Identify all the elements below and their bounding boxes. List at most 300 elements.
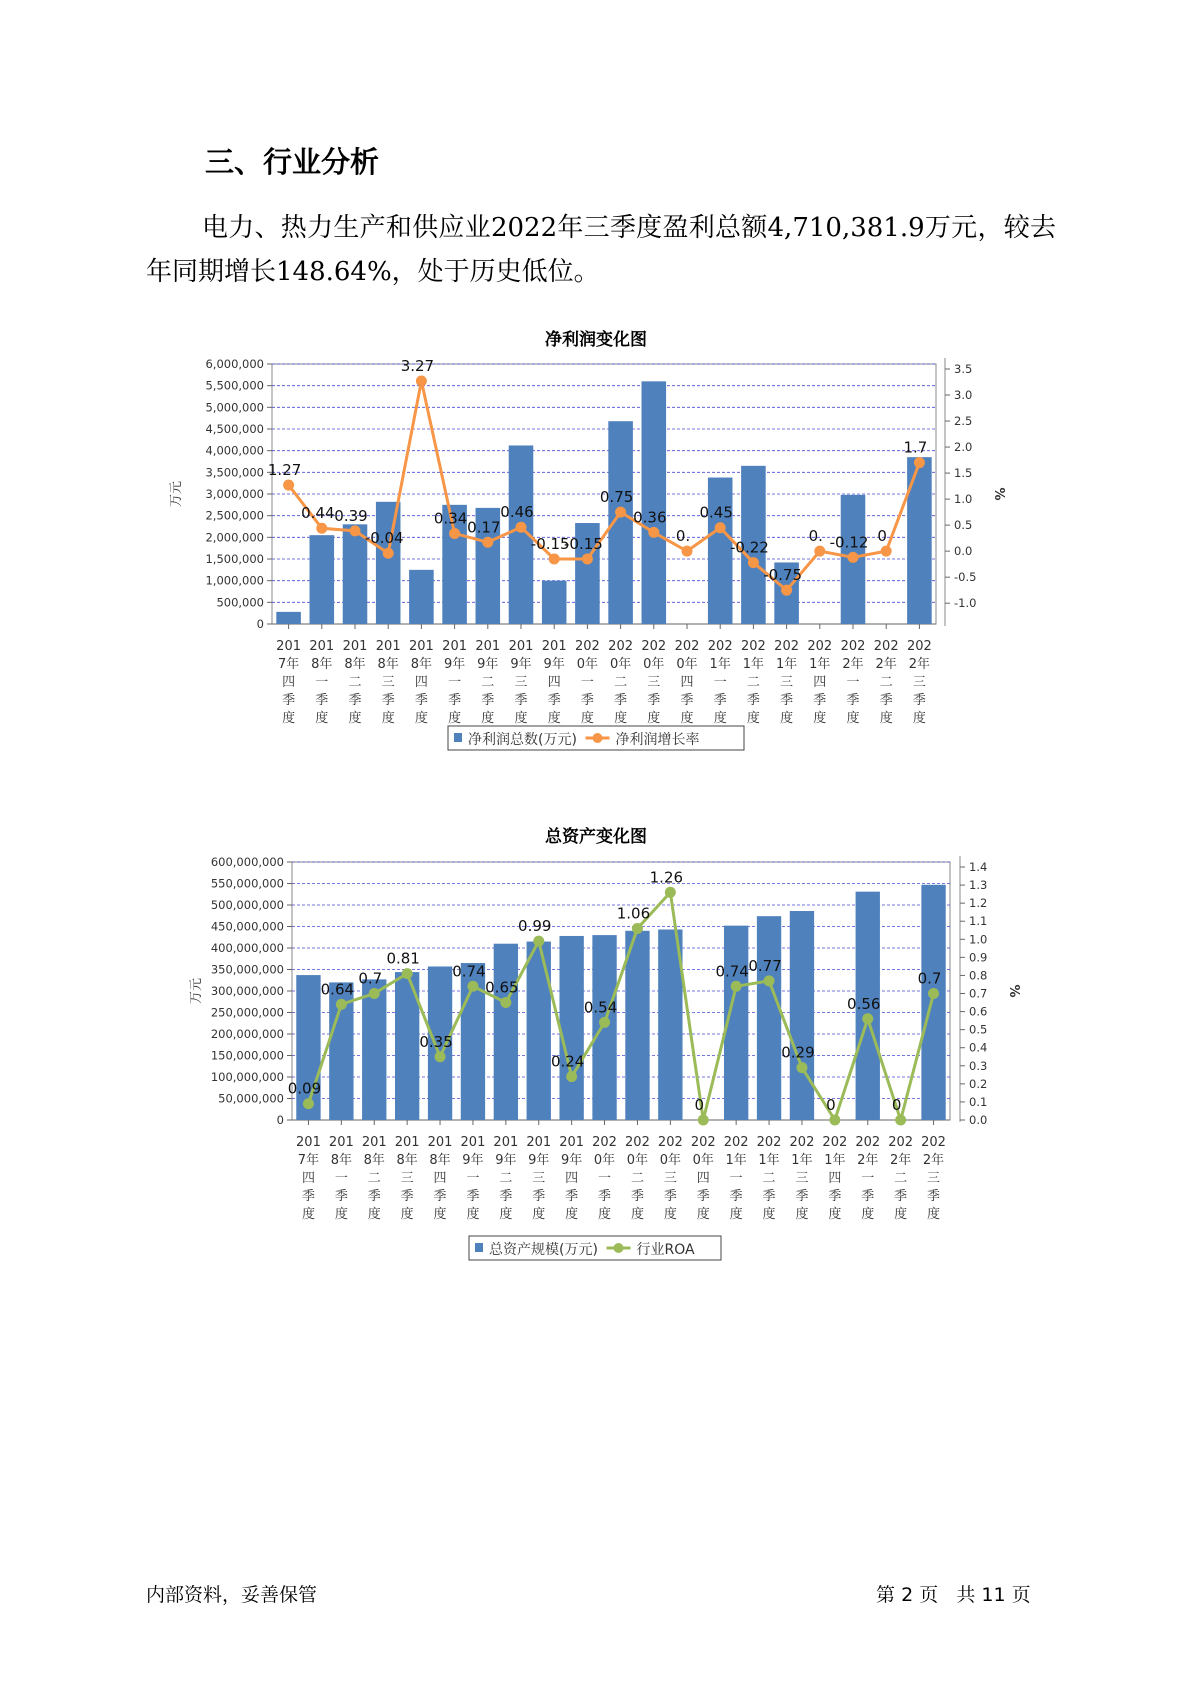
data-label: 0.39 <box>334 506 368 525</box>
x-tick-label: 度 <box>481 711 495 726</box>
bar <box>790 911 814 1120</box>
x-tick-label: 201 <box>375 639 401 654</box>
y-tick-label: 450,000,000 <box>210 919 284 934</box>
data-label: 1.7 <box>903 438 928 457</box>
x-tick-label: 1年 <box>709 657 731 672</box>
data-label: 0. <box>808 527 823 546</box>
data-label: 0.81 <box>386 949 420 968</box>
x-tick-label: 8年 <box>344 657 366 672</box>
x-tick-label: 季 <box>813 693 827 708</box>
data-label: 0 <box>891 1096 902 1114</box>
y2-tick-label: 0.2 <box>969 1076 988 1091</box>
legend <box>469 1236 721 1260</box>
x-tick-label: 二 <box>746 675 760 690</box>
line-point <box>764 975 775 986</box>
x-tick-label: 四 <box>696 1171 710 1186</box>
y2-tick-label: 1.0 <box>954 492 973 507</box>
x-tick-label: 度 <box>795 1207 809 1222</box>
data-label: 0 <box>877 527 887 546</box>
legend-label: 净利润总数(万元) <box>468 732 577 748</box>
data-label: 0.7 <box>917 969 942 988</box>
line-point <box>814 546 825 557</box>
x-tick-label: 季 <box>696 1189 710 1204</box>
y-tick-label: 1,500,000 <box>205 552 264 566</box>
x-tick-label: 度 <box>532 1207 546 1222</box>
x-tick-label: 0年 <box>626 1153 649 1168</box>
y-tick-label: 500,000 <box>216 595 264 610</box>
x-tick-label: 度 <box>828 1207 842 1222</box>
line-point <box>599 1017 610 1028</box>
x-tick-label: 二 <box>348 675 362 690</box>
line-point <box>848 552 859 563</box>
line-point <box>615 507 626 518</box>
x-tick-label: 四 <box>828 1171 842 1186</box>
x-tick-label: 一 <box>580 675 594 690</box>
bar <box>494 944 518 1120</box>
y-tick-label: 150,000,000 <box>210 1048 284 1063</box>
y2-tick-label: 1.1 <box>969 914 988 929</box>
y2-tick-label: 1.0 <box>969 932 988 947</box>
x-tick-label: 三 <box>532 1171 546 1186</box>
x-tick-label: 202 <box>756 1135 782 1150</box>
x-tick-label: 季 <box>879 693 893 708</box>
line-point <box>533 936 544 947</box>
x-tick-label: 201 <box>526 1135 552 1150</box>
bar <box>708 478 733 624</box>
x-tick-label: 度 <box>630 1207 644 1222</box>
legend <box>448 726 744 750</box>
page-label-3: 共 <box>956 1584 976 1606</box>
x-tick-label: 8年 <box>363 1153 385 1168</box>
x-tick-label: 202 <box>921 1135 946 1150</box>
x-tick-label: 201 <box>361 1135 387 1150</box>
data-label: 0.44 <box>301 504 335 523</box>
data-label: 1.27 <box>267 461 302 480</box>
x-tick-label: 2年 <box>875 657 897 672</box>
x-tick-label: 一 <box>861 1171 875 1186</box>
x-tick-label: 8年 <box>330 1153 352 1168</box>
x-tick-label: 三 <box>795 1171 809 1186</box>
line-point <box>914 457 925 468</box>
x-tick-label: 9年 <box>443 657 466 672</box>
x-tick-label: 度 <box>780 711 794 726</box>
bar <box>527 942 551 1120</box>
line-point <box>500 997 511 1008</box>
x-tick-label: 度 <box>547 711 561 726</box>
x-tick-label: 季 <box>647 693 661 708</box>
x-tick-label: 度 <box>381 711 395 726</box>
line-point <box>582 553 593 564</box>
x-tick-label: 四 <box>433 1171 447 1186</box>
y2-tick-label: 0.6 <box>969 1004 988 1019</box>
x-tick-label: 三 <box>400 1171 414 1186</box>
x-tick-label: 201 <box>342 639 368 654</box>
line-point <box>895 1115 906 1126</box>
summary-paragraph: 电力、热力生产和供应业2022年三季度盈利总额4,710,381.9万元，较去年同期增长148.64%，处于历史低位。 <box>146 213 1056 287</box>
data-label: 0.7 <box>358 969 383 988</box>
y-tick-label: 250,000,000 <box>210 1005 284 1020</box>
x-tick-label: 202 <box>707 639 733 654</box>
x-tick-label: 202 <box>789 1135 815 1150</box>
line-point <box>715 522 726 533</box>
x-tick-label: 四 <box>282 675 296 690</box>
x-tick-label: 1年 <box>809 657 831 672</box>
x-tick-label: 季 <box>499 1189 513 1204</box>
x-tick-label: 季 <box>481 693 495 708</box>
page-total: 11 <box>981 1584 1006 1606</box>
x-tick-label: 二 <box>879 675 893 690</box>
line-point <box>665 887 676 898</box>
line-point <box>416 375 427 386</box>
x-tick-label: 202 <box>807 639 833 654</box>
x-tick-label: 一 <box>598 1171 612 1186</box>
x-tick-label: 季 <box>746 693 760 708</box>
x-tick-label: 季 <box>762 1189 776 1204</box>
x-tick-label: 201 <box>475 639 501 654</box>
x-tick-label: 四 <box>414 675 428 690</box>
data-label: 0.29 <box>781 1043 815 1062</box>
y2-tick-label: 3.0 <box>954 388 973 403</box>
x-tick-label: 202 <box>822 1135 848 1150</box>
x-tick-label: 二 <box>762 1171 776 1186</box>
x-tick-label: 1年 <box>775 657 798 672</box>
y2-tick-label: 0.3 <box>969 1058 988 1073</box>
bar <box>376 502 401 624</box>
data-label: 0 <box>694 1096 705 1114</box>
page-current: 2 <box>901 1584 914 1606</box>
x-tick-label: 二 <box>499 1171 513 1186</box>
data-label: 0.09 <box>287 1079 322 1098</box>
x-tick-label: 0年 <box>676 657 698 672</box>
chart-2-title: 总资产变化图 <box>545 827 647 847</box>
y-tick-label: 600,000,000 <box>210 855 284 869</box>
data-label: -0.22 <box>729 538 769 557</box>
line-point <box>632 923 643 934</box>
x-tick-label: 201 <box>394 1135 420 1150</box>
x-tick-label: 度 <box>846 711 860 726</box>
line-point <box>781 585 792 596</box>
x-tick-label: 度 <box>414 711 428 726</box>
line-point <box>748 557 759 568</box>
data-label: 0.75 <box>599 488 634 507</box>
x-tick-label: 度 <box>696 1207 710 1222</box>
x-tick-label: 季 <box>448 693 462 708</box>
x-tick-label: 0年 <box>593 1153 616 1168</box>
line-point <box>482 537 493 548</box>
x-tick-label: 季 <box>282 693 296 708</box>
line-point <box>435 1051 446 1062</box>
line-point <box>303 1098 314 1109</box>
x-tick-label: 度 <box>367 1207 381 1222</box>
x-tick-label: 度 <box>729 1207 743 1222</box>
x-tick-label: 9年 <box>528 1153 550 1168</box>
x-tick-label: 201 <box>408 639 434 654</box>
x-tick-label: 2年 <box>857 1153 879 1168</box>
x-tick-label: 度 <box>348 711 362 726</box>
data-label: 1.06 <box>616 904 651 923</box>
x-tick-label: 0年 <box>643 657 665 672</box>
y2-tick-label: 0.5 <box>969 1022 988 1037</box>
x-tick-label: 度 <box>861 1207 875 1222</box>
y-tick-label: 3,500,000 <box>205 465 264 480</box>
legend-label: 总资产规模(万元) <box>489 1242 598 1258</box>
y2-tick-label: 0.0 <box>954 544 973 559</box>
x-tick-label: 0年 <box>576 657 599 672</box>
data-label: -0.15 <box>530 534 570 553</box>
x-tick-label: 季 <box>630 1189 644 1204</box>
x-tick-label: 201 <box>460 1135 486 1150</box>
x-tick-label: 季 <box>514 693 528 708</box>
data-label: 0.64 <box>320 980 355 999</box>
x-tick-label: 二 <box>481 675 495 690</box>
line-point <box>928 988 939 999</box>
x-tick-label: 三 <box>912 675 926 690</box>
y2-tick-label: 1.2 <box>969 896 988 911</box>
x-tick-label: 202 <box>723 1135 749 1150</box>
x-tick-label: 9年 <box>477 657 499 672</box>
x-tick-label: 三 <box>514 675 528 690</box>
data-label: 0.17 <box>467 518 501 537</box>
footer-confidential: 内部资料，妥善保管 <box>146 1584 318 1606</box>
line-point <box>698 1115 709 1126</box>
x-tick-label: 9年 <box>543 657 565 672</box>
y-axis-title: 万元 <box>189 977 204 1005</box>
y-tick-label: 1,000,000 <box>205 573 264 588</box>
total-assets-chart <box>0 850 1191 1270</box>
x-tick-label: 度 <box>334 1207 348 1222</box>
data-label: 0.99 <box>518 917 552 936</box>
bar <box>921 885 945 1120</box>
x-tick-label: 度 <box>927 1207 941 1222</box>
page-label-4: 页 <box>1011 1584 1031 1606</box>
y2-axis-title: % <box>1006 984 1021 998</box>
x-tick-label: 度 <box>614 711 628 726</box>
x-tick-label: 201 <box>276 639 302 654</box>
data-label: 0.35 <box>419 1032 453 1051</box>
y-tick-label: 400,000,000 <box>210 941 284 955</box>
data-label: 0.74 <box>452 962 486 981</box>
x-tick-label: 0年 <box>609 657 632 672</box>
y-tick-label: 4,500,000 <box>205 422 264 436</box>
x-tick-label: 二 <box>614 675 628 690</box>
y-tick-label: 2,500,000 <box>205 508 264 523</box>
line-point <box>829 1115 840 1126</box>
data-label: 1.26 <box>649 868 684 887</box>
x-tick-label: 2年 <box>890 1153 912 1168</box>
x-tick-label: 三 <box>663 1171 677 1186</box>
x-tick-label: 季 <box>547 693 561 708</box>
line-point <box>316 523 327 534</box>
y2-axis-title: % <box>991 487 1006 501</box>
x-tick-label: 一 <box>466 1171 480 1186</box>
x-tick-label: 季 <box>580 693 594 708</box>
y-tick-label: 4,000,000 <box>205 443 264 458</box>
line-point <box>682 546 693 557</box>
data-label: 0.54 <box>583 998 618 1017</box>
x-tick-label: 201 <box>427 1135 453 1150</box>
x-tick-label: 季 <box>598 1189 612 1204</box>
x-tick-label: 度 <box>514 711 528 726</box>
x-tick-label: 度 <box>912 711 926 726</box>
x-tick-label: 202 <box>740 639 766 654</box>
line-point <box>369 988 380 999</box>
x-tick-label: 度 <box>448 711 462 726</box>
y-axis-title: 万元 <box>169 480 184 508</box>
data-label: -0.04 <box>364 529 404 548</box>
x-tick-label: 201 <box>309 639 335 654</box>
x-tick-label: 季 <box>780 693 794 708</box>
x-tick-label: 季 <box>400 1189 414 1204</box>
y2-tick-label: 2.0 <box>954 440 973 455</box>
legend-label: 行业ROA <box>636 1242 695 1258</box>
x-tick-label: 季 <box>927 1189 941 1204</box>
line-point <box>516 522 527 533</box>
x-tick-label: 一 <box>713 675 727 690</box>
x-tick-label: 二 <box>894 1171 908 1186</box>
x-tick-label: 一 <box>334 1171 348 1186</box>
y2-tick-label: 2.5 <box>954 414 973 429</box>
x-tick-label: 季 <box>414 693 428 708</box>
chart-1-title: 净利润变化图 <box>545 330 647 350</box>
y2-tick-label: -0.5 <box>954 570 977 585</box>
x-tick-label: 202 <box>608 639 634 654</box>
data-label: 0.65 <box>485 978 519 997</box>
bar <box>409 570 434 624</box>
legend-label: 净利润增长率 <box>615 732 700 748</box>
x-tick-label: 度 <box>713 711 727 726</box>
x-tick-label: 季 <box>433 1189 447 1204</box>
line-point <box>862 1013 873 1024</box>
x-tick-label: 202 <box>574 639 600 654</box>
data-label: 0. <box>675 527 691 546</box>
bar <box>343 524 368 624</box>
x-tick-label: 度 <box>400 1207 414 1222</box>
x-tick-label: 季 <box>846 693 860 708</box>
line-point <box>549 553 560 564</box>
x-tick-label: 201 <box>541 639 567 654</box>
x-tick-label: 季 <box>532 1189 546 1204</box>
y-tick-label: 6,000,000 <box>205 357 264 371</box>
data-label: 0.36 <box>633 508 667 527</box>
x-tick-label: 季 <box>301 1189 315 1204</box>
x-tick-label: 季 <box>894 1189 908 1204</box>
y2-tick-label: 1.5 <box>954 466 973 481</box>
data-label: 0.46 <box>500 503 534 522</box>
x-tick-label: 三 <box>647 675 661 690</box>
x-tick-label: 三 <box>780 675 794 690</box>
x-tick-label: 202 <box>674 639 700 654</box>
y2-tick-label: 0.8 <box>969 968 988 983</box>
net-profit-chart <box>0 350 1191 770</box>
x-tick-label: 季 <box>367 1189 381 1204</box>
bar <box>542 581 567 624</box>
x-tick-label: 二 <box>630 1171 644 1186</box>
section-heading: 三、行业分析 <box>205 145 380 179</box>
y-tick-label: 100,000,000 <box>210 1070 284 1084</box>
x-tick-label: 201 <box>442 639 468 654</box>
y2-tick-label: 0.4 <box>969 1040 988 1055</box>
data-label: -0.12 <box>829 533 869 552</box>
data-label: 0 <box>826 1096 836 1114</box>
x-tick-label: 1年 <box>742 657 765 672</box>
x-tick-label: 度 <box>762 1207 776 1222</box>
line-point <box>467 981 478 992</box>
page-label-1: 第 <box>876 1584 896 1606</box>
y2-tick-label: -1.0 <box>954 596 977 611</box>
x-tick-label: 8年 <box>429 1153 451 1168</box>
bar <box>310 535 335 624</box>
y2-tick-label: 0.9 <box>969 950 988 965</box>
x-tick-label: 季 <box>315 693 329 708</box>
x-tick-label: 202 <box>906 639 932 654</box>
x-tick-label: 季 <box>334 1189 348 1204</box>
line-point <box>383 548 394 559</box>
line-point <box>881 546 892 557</box>
x-tick-label: 201 <box>328 1135 354 1150</box>
plot-area-border <box>292 862 950 1120</box>
line-point <box>566 1071 577 1082</box>
x-tick-label: 202 <box>855 1135 881 1150</box>
x-tick-label: 一 <box>729 1171 743 1186</box>
data-label: 0.77 <box>748 956 782 975</box>
line-point <box>402 968 413 979</box>
x-tick-label: 度 <box>282 711 296 726</box>
x-tick-label: 202 <box>641 639 667 654</box>
x-tick-label: 201 <box>508 639 534 654</box>
y-tick-label: 0 <box>276 1113 284 1127</box>
x-tick-label: 度 <box>580 711 594 726</box>
x-tick-label: 度 <box>433 1207 447 1222</box>
x-tick-label: 度 <box>315 711 329 726</box>
y-tick-label: 550,000,000 <box>210 876 284 891</box>
x-tick-label: 9年 <box>495 1153 517 1168</box>
y-tick-label: 2,000,000 <box>205 530 264 545</box>
x-tick-label: 四 <box>301 1171 315 1186</box>
data-label: 0.45 <box>699 503 733 522</box>
x-tick-label: 202 <box>840 639 866 654</box>
x-tick-label: 7年 <box>277 657 300 672</box>
y2-tick-label: 0.7 <box>969 986 988 1001</box>
data-label: -0.75 <box>763 566 803 585</box>
x-tick-label: 三 <box>927 1171 941 1186</box>
x-tick-label: 季 <box>828 1189 842 1204</box>
bar <box>625 931 649 1120</box>
y-tick-label: 5,500,000 <box>205 378 264 393</box>
x-tick-label: 季 <box>663 1189 677 1204</box>
x-tick-label: 季 <box>795 1189 809 1204</box>
data-label: 0.24 <box>550 1052 585 1071</box>
x-tick-label: 四 <box>813 675 827 690</box>
y-tick-label: 500,000,000 <box>210 898 284 912</box>
legend-swatch-point <box>593 733 603 743</box>
x-tick-label: 8年 <box>311 657 333 672</box>
data-label: 0.74 <box>715 962 749 981</box>
y-tick-label: 0 <box>256 617 264 631</box>
x-tick-label: 季 <box>861 1189 875 1204</box>
x-tick-label: 202 <box>690 1135 716 1150</box>
x-tick-label: 一 <box>846 675 860 690</box>
x-tick-label: 四 <box>547 675 561 690</box>
x-tick-label: 度 <box>466 1207 480 1222</box>
x-tick-label: 9年 <box>561 1153 583 1168</box>
x-tick-label: 度 <box>680 711 694 726</box>
x-tick-label: 度 <box>746 711 760 726</box>
x-tick-label: 1年 <box>791 1153 813 1168</box>
line-point <box>449 528 460 539</box>
line-point <box>350 525 361 536</box>
x-tick-label: 季 <box>729 1189 743 1204</box>
x-tick-label: 202 <box>657 1135 683 1150</box>
